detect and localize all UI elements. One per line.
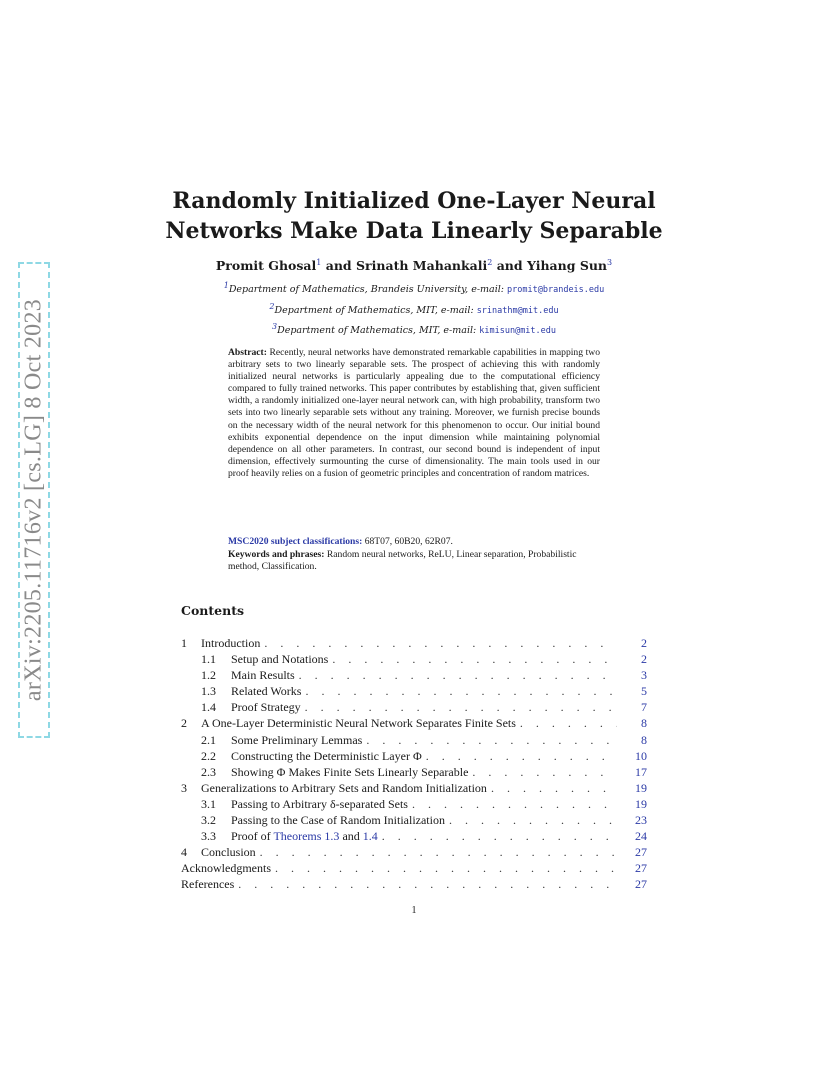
- classification-block: [228, 536, 600, 574]
- toc-entry-label[interactable]: Acknowledgments: [181, 861, 271, 876]
- toc-entry[interactable]: [181, 813, 647, 829]
- title-line-1: Randomly Initialized One-Layer Neural: [172, 188, 656, 214]
- toc-page-link[interactable]: 27: [635, 845, 647, 860]
- toc-entry-number: 1.2: [201, 668, 216, 683]
- toc-entry[interactable]: [181, 765, 647, 781]
- toc-page-link[interactable]: 2: [641, 636, 647, 650]
- toc-entry-label[interactable]: Conclusion: [201, 845, 256, 860]
- toc-leader-dots: [305, 684, 617, 699]
- toc-page-link[interactable]: 27: [635, 861, 647, 876]
- affiliation-mark: 2: [269, 302, 275, 311]
- toc-page-link[interactable]: 8: [641, 716, 647, 731]
- toc-leader-dots: [299, 668, 617, 683]
- toc-entry-label[interactable]: References: [181, 877, 235, 892]
- toc-leader-dots: [412, 797, 617, 812]
- toc-leader-dots: [264, 636, 617, 651]
- author-mark[interactable]: 1: [316, 258, 322, 267]
- msc-link[interactable]: MSC2020 subject classifications:: [228, 536, 363, 547]
- toc-label-text: Proof of: [231, 829, 274, 844]
- toc-leader-dots: [275, 861, 617, 876]
- author-list: [160, 258, 668, 273]
- toc-entry-label[interactable]: Passing to the Case of Random Initialization: [231, 813, 445, 828]
- toc-entry-number: 3.3: [201, 829, 216, 844]
- toc-leader-dots: [520, 716, 617, 731]
- author-name: Yihang Sun: [527, 258, 608, 274]
- affiliation: [160, 281, 668, 295]
- toc-label-text: and: [339, 829, 363, 844]
- toc-leader-dots: [305, 700, 617, 715]
- keywords-text: Random neural networks, ReLU, Linear separation, Probabilistic method, Classification.: [228, 548, 577, 573]
- toc-page-link[interactable]: 10: [635, 748, 647, 763]
- arxiv-stamp: [18, 262, 50, 738]
- abstract-label: Abstract:: [228, 347, 267, 358]
- msc-codes: 68T07, 60B20, 62R07.: [362, 536, 453, 547]
- author-separator: and: [321, 258, 357, 274]
- toc-entry-number: 4: [181, 845, 187, 860]
- toc-page-link[interactable]: 3: [641, 668, 647, 683]
- toc-entry-label[interactable]: Showing Φ Makes Finite Sets Linearly Separable: [231, 764, 469, 779]
- affiliation-mark: 1: [223, 281, 229, 290]
- toc-page-link[interactable]: 8: [641, 732, 647, 747]
- page-number: 1: [411, 905, 417, 916]
- toc-leader-dots: [238, 877, 617, 892]
- toc-leader-dots: [449, 813, 617, 828]
- toc-entry-label[interactable]: Constructing the Deterministic Layer Φ: [231, 748, 422, 763]
- toc-page-link[interactable]: 19: [635, 796, 647, 811]
- toc-entry-number: 3: [181, 780, 187, 795]
- toc-entry-number: 3.2: [201, 813, 216, 828]
- toc-page-link[interactable]: 24: [635, 829, 647, 844]
- affiliation: [160, 322, 668, 336]
- toc-page-link[interactable]: 27: [635, 877, 647, 892]
- toc-page-link[interactable]: 19: [635, 780, 647, 795]
- affiliation-mark: 3: [271, 322, 278, 331]
- toc-entry[interactable]: [181, 861, 647, 877]
- toc-entry[interactable]: [181, 845, 647, 861]
- theorem-link[interactable]: 1.4: [362, 829, 378, 844]
- toc-entry[interactable]: [181, 733, 647, 749]
- toc-entry[interactable]: [181, 877, 647, 893]
- keywords-line: [228, 549, 600, 574]
- toc-entry-number: 1.4: [201, 700, 216, 715]
- keywords-label: Keywords and phrases:: [228, 548, 325, 560]
- toc-entry-label[interactable]: A One-Layer Deterministic Neural Network Separates Finite Sets: [201, 716, 516, 731]
- author-separator: and: [492, 258, 527, 274]
- theorem-link[interactable]: Theorems 1.3: [273, 829, 340, 844]
- toc-entry[interactable]: [181, 829, 647, 845]
- toc-entry-number: 1: [181, 636, 187, 650]
- toc-entry[interactable]: [181, 668, 647, 684]
- toc-entry[interactable]: [181, 652, 647, 668]
- email-link[interactable]: srinathm@mit.edu: [476, 306, 559, 317]
- toc-entry[interactable]: [181, 684, 647, 700]
- toc-page-link[interactable]: 17: [635, 764, 647, 779]
- author-mark[interactable]: 2: [487, 258, 493, 267]
- affiliation-text: Department of Mathematics, MIT, e-mail:: [277, 325, 480, 337]
- toc-entry-number: 3.1: [201, 796, 216, 811]
- author-name: Srinath Mahankali: [356, 258, 488, 274]
- affiliation-text: Department of Mathematics, Brandeis University, e-mail:: [228, 284, 508, 296]
- toc-entry-number: 2: [181, 716, 187, 731]
- abstract: [228, 347, 600, 480]
- toc-leader-dots: [366, 733, 617, 748]
- toc-leader-dots: [472, 765, 617, 780]
- author-name: Promit Ghosal: [215, 258, 317, 274]
- toc-leader-dots: [260, 845, 617, 860]
- toc-page-link[interactable]: 5: [641, 684, 647, 699]
- toc-entry-label[interactable]: Some Preliminary Lemmas: [231, 732, 363, 747]
- paper-title: [160, 186, 668, 246]
- toc-entry-label[interactable]: Setup and Notations: [231, 652, 329, 667]
- toc-entry-label[interactable]: Passing to Arbitrary δ-separated Sets: [231, 796, 408, 811]
- table-of-contents: [181, 636, 647, 894]
- affiliation-text: Department of Mathematics, MIT, e-mail:: [274, 305, 477, 317]
- toc-entry-number: 2.2: [201, 748, 216, 763]
- toc-entry[interactable]: [181, 781, 647, 797]
- toc-entry-label[interactable]: Generalizations to Arbitrary Sets and Random Initialization: [201, 780, 487, 795]
- abstract-text: Recently, neural networks have demonstrated remarkable capabilities in mapping two arbitrary sets to two linearly separable sets. The prospect of achieving this with randomly initialized neural networks is particularly appealing due to the computational efficiency compared to fully trained networks. This paper contributes by establishing that, given sufficient width, a randomly initialized one-layer neural network can, with high probability, transform two sets into two linearly separable sets without any training. Moreover, we furnish precise bounds on the necessary width of the neural network for this phenomenon to occur. Our initial bound exhibits exponential dependence on the input dimension while maintaining polynomial dependence on all other parameters. In contrast, our second bound is independent of input dimension, effectively surmounting the curse of dimensionality. The main tools used in our proof heavily relies on a fusion of geometric principles and concentration of random matrices.: [228, 347, 600, 479]
- toc-entry[interactable]: [181, 716, 647, 732]
- email-link[interactable]: promit@brandeis.edu: [507, 285, 605, 296]
- toc-page-link[interactable]: 2: [641, 652, 647, 667]
- toc-entry[interactable]: [181, 700, 647, 716]
- toc-entry-number: 2.3: [201, 764, 216, 779]
- toc-entry-number: 1.1: [201, 652, 216, 667]
- email-link[interactable]: kimisun@mit.edu: [479, 326, 557, 337]
- msc-line: [228, 536, 600, 549]
- contents-heading: Contents: [181, 603, 245, 618]
- toc-entry[interactable]: [181, 636, 647, 652]
- title-line-2: Networks Make Data Linearly Separable: [165, 218, 663, 244]
- toc-leader-dots: [332, 652, 617, 667]
- affiliation: [160, 302, 668, 316]
- arxiv-identifier: arXiv:2205.11716v2 [cs.LG] 8 Oct 2023: [20, 298, 47, 702]
- toc-entry-number: 1.3: [201, 684, 216, 699]
- toc-entry-label[interactable]: Proof Strategy: [231, 700, 301, 715]
- toc-entry-label[interactable]: Introduction: [201, 636, 261, 650]
- toc-page-link[interactable]: 23: [635, 813, 647, 828]
- toc-entry[interactable]: [181, 749, 647, 765]
- toc-leader-dots: [426, 749, 617, 764]
- author-mark[interactable]: 3: [607, 258, 613, 267]
- toc-leader-dots: [382, 829, 617, 844]
- toc-leader-dots: [491, 781, 617, 796]
- toc-entry[interactable]: [181, 797, 647, 813]
- toc-entry-label[interactable]: [231, 829, 378, 844]
- toc-entry-label[interactable]: Main Results: [231, 668, 295, 683]
- toc-entry-number: 2.1: [201, 732, 216, 747]
- toc-entry-label[interactable]: Related Works: [231, 684, 302, 699]
- toc-page-link[interactable]: 7: [641, 700, 647, 715]
